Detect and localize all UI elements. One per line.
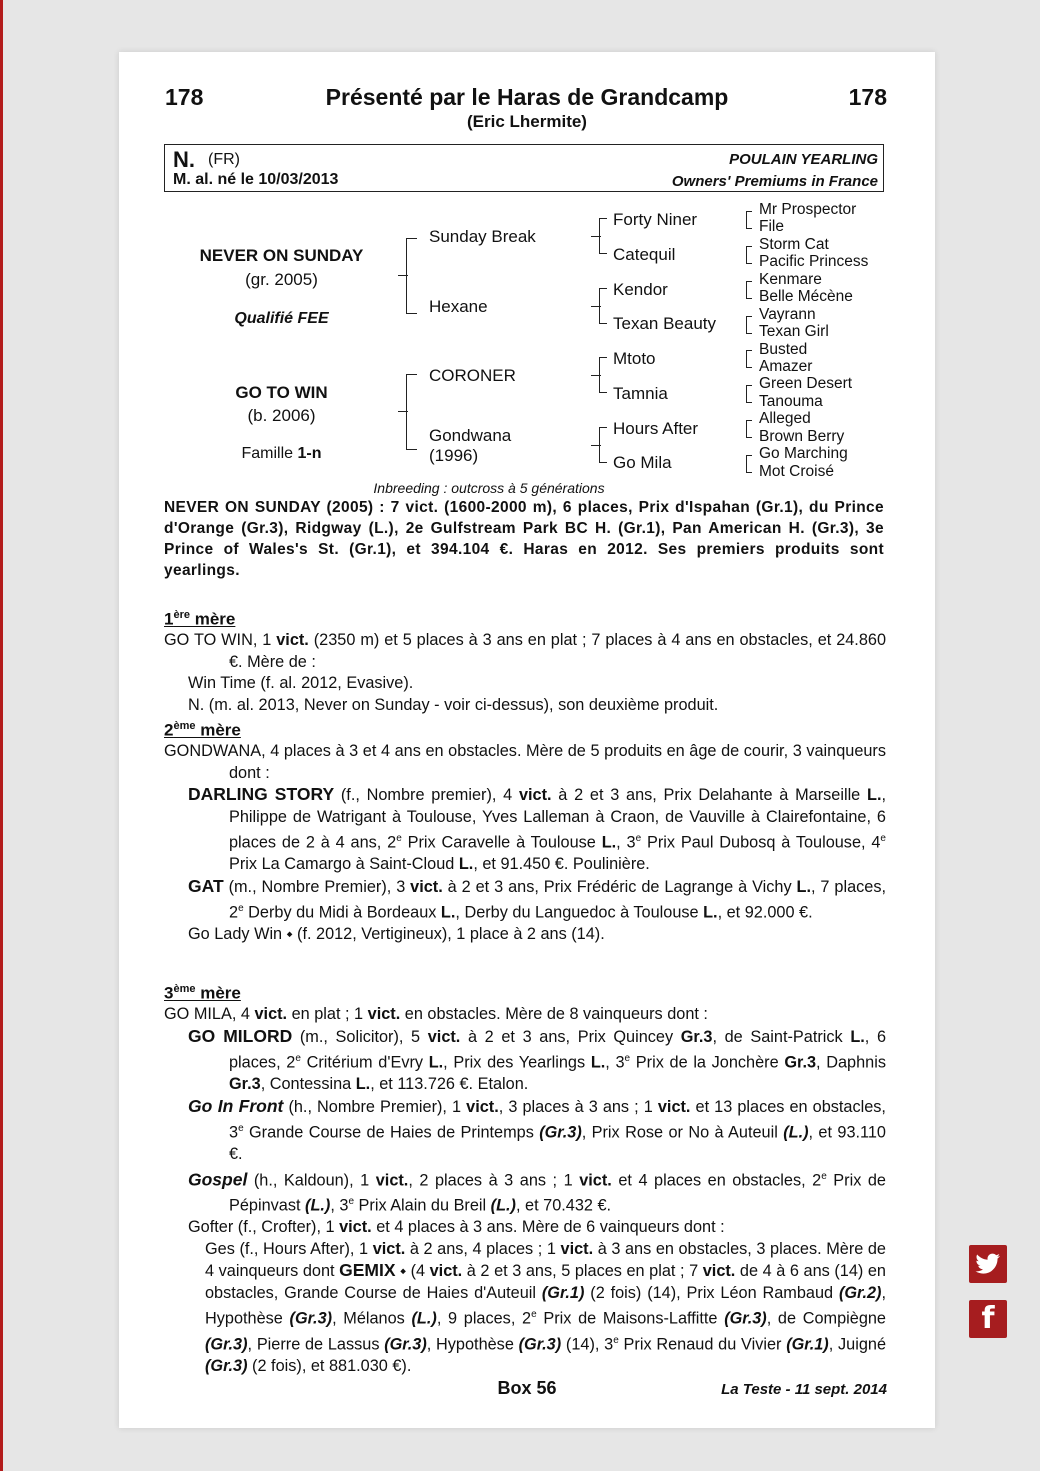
gen4-ancestor: Mr Prospector <box>759 201 857 218</box>
sire-info: (gr. 2005) <box>245 270 318 289</box>
premiums: Owners' Premiums in France <box>671 173 878 190</box>
gen4-ancestor: Belle Mécène <box>759 288 853 305</box>
gen4-ancestor: Busted <box>759 341 808 358</box>
gen4-ancestor: Mot Croisé <box>759 463 834 480</box>
bracket-sire <box>406 238 417 314</box>
facebook-glyph: f <box>981 1301 995 1336</box>
section-heading-1: 1ère mère <box>164 609 236 629</box>
consignor: (Eric Lhermite) <box>467 112 587 131</box>
dam-dam: Gondwana <box>429 426 512 445</box>
sire-name: NEVER ON SUNDAY <box>199 246 364 265</box>
second-dam-section: 2ème mère GONDWANA, 4 places à 3 et 4 ans en obstacles. Mère de 5 produits en âge de courir, 3 vainqueurs dont : DARLING STORY (f., Nombre premier), 4 vict. à 2 et 3 ans, Prix Delahante à Marseille L., Philippe de Watrigant à Toulouse, Yves Lalleman à Craon, de Vauville à Clairefontaine, 6 places de 2 à 4 ans, 2e Prix Caravelle à Toulouse L., 3e Prix Paul Dubosq à Toulouse, 4e Prix La Camargo à Saint-Cloud L., et 91.450 €. Poulinière. GAT (m., Nombre Premier), 3 vict. à 2 et 3 ans, Prix Frédéric de Lagrange à Vichy L., 7 places, 2e Derby du Midi à Bordeaux L., Derby du Languedoc à Toulouse L., et 92.000 €. Go Lady Win ⬩ (f. 2012, Vertigineux), 1 place à 2 ans (14). <box>164 716 886 946</box>
section-heading-3: 3ème mère <box>164 983 241 1003</box>
gen4-ancestor: Kenmare <box>759 271 822 288</box>
gen3-ancestor: Hours After <box>613 419 699 438</box>
sire-qualification: Qualifié FEE <box>234 310 329 327</box>
gen4-ancestor: Pacific Princess <box>759 253 869 270</box>
dam-sire: CORONER <box>429 366 516 385</box>
left-accent-line <box>0 0 3 1471</box>
dam-info: (b. 2006) <box>247 406 316 425</box>
birth-info: M. al. né le 10/03/2013 <box>173 171 339 188</box>
gen4-ancestor: Amazer <box>759 358 813 375</box>
gen4-ancestor: File <box>759 218 784 235</box>
gen3-ancestor: Mtoto <box>613 349 656 368</box>
lot-number-left: 178 <box>165 84 204 110</box>
bracket-dam <box>406 374 417 450</box>
gen4-ancestor: Go Marching <box>759 445 848 462</box>
gen4-ancestor: Texan Girl <box>759 323 829 340</box>
third-dam-section: 3ème mère GO MILA, 4 vict. en plat ; 1 vict. en obstacles. Mère de 8 vainqueurs dont : GO MILORD (m., Solicitor), 5 vict. à 2 et 3 ans, Prix Quincey Gr.3, de Saint-Patrick L., 6 places, 2e Critérium d'Evry L., Prix des Yearlings L., 3e Prix de la Jonchère Gr.3, Daphnis Gr.3, Contessina L., et 113.726 €. Etalon. Go In Front (h., Nombre Premier), 1 vict., 3 places à 3 ans ; 1 vict. et 13 places en obstacles, 3e Grande Course de Haies de Printemps (Gr.3), Prix Rose or No à Auteuil (L.), et 93.110 €. Gospel (h., Kaldoun), 1 vict., 2 places à 3 ans ; 1 vict. et 4 places en obstacles, 2e Prix de Pépinvast (L.), 3e Prix Alain du Breil (L.), et 70.432 €. Gofter (f., Crofter), 1 vict. et 4 places à 3 ans. Mère de 6 vainqueurs dont : Ges (f., Hours After), 1 vict. à 2 ans, 4 places ; 1 vict. à 3 ans en obstacles, 3 places. Mère de 4 vainqueurs dont GEMIX ⬩ (4 vict. à 2 et 3 ans, 5 places en plat ; 7 vict. de 4 à 6 ans (14) en obstacles, Grande Course de Haies d'Auteuil (Gr.1) (2 fois) (14), Prix Léon Rambaud (Gr.2), Hypothèse (Gr.3), Mélanos (L.), 9 places, 2e Prix de Maisons-Laffitte (Gr.3), de Compiègne (Gr.3), Pierre de Lassus (Gr.3), Hypothèse (Gr.3) (14), 3e Prix Renaud du Vivier (Gr.1), Juigné (Gr.3) (2 fois), et 881.030 €). <box>164 979 886 1378</box>
sire-record: NEVER ON SUNDAY (2005) : 7 vict. (1600-2000 m), 6 places, Prix d'Ispahan (Gr.1), du Prince d'Orange (Gr.3), Ridgway (L.), 2e Gulfstream Park BC H. (Gr.1), Pan American H. (Gr.3), 3e Prince of Wales's St. (Gr.1), et 394.104 €. Haras en 2012. Ses premiers produits sont yearlings. <box>164 499 884 579</box>
gen4-ancestor: Brown Berry <box>759 428 845 445</box>
sire-dam: Hexane <box>429 297 488 316</box>
lot-number-right: 178 <box>848 84 887 110</box>
gen3-ancestor: Texan Beauty <box>613 314 717 333</box>
dam-family: Famille 1-n <box>241 445 322 462</box>
gen3-ancestor: Forty Niner <box>613 210 698 229</box>
twitter-icon[interactable] <box>969 1245 1007 1283</box>
sire-sire: Sunday Break <box>429 227 536 246</box>
gen4-ancestor: Alleged <box>759 410 811 427</box>
gen4-ancestor: Vayrann <box>759 306 816 323</box>
dam-name: GO TO WIN <box>235 383 328 402</box>
identity-box <box>164 144 884 192</box>
catalogue-page <box>119 52 935 1428</box>
inbreeding-note: Inbreeding : outcross à 5 générations <box>373 480 605 496</box>
gen4-ancestor: Tanouma <box>759 393 823 410</box>
gen3-ancestor: Kendor <box>613 280 668 299</box>
horse-country: (FR) <box>208 151 240 168</box>
horse-name: N. <box>173 147 195 172</box>
gen3-ancestor: Go Mila <box>613 453 672 472</box>
dam-dam-year: (1996) <box>429 446 479 465</box>
gen3-ancestor: Tamnia <box>613 384 668 403</box>
gen3-ancestor: Catequil <box>613 245 676 264</box>
facebook-icon[interactable] <box>969 1300 1007 1338</box>
first-dam-section: 1ère mère GO TO WIN, 1 vict. (2350 m) et 5 places à 3 ans en plat ; 7 places à 4 ans en obstacles, et 24.860 €. Mère de : Win Time (f. al. 2012, Evasive). N. (m. al. 2013, Never on Sunday - voir ci-dessus), son deuxième produit. <box>164 605 886 716</box>
bird-glyph <box>975 1253 1001 1275</box>
category: POULAIN YEARLING <box>729 151 878 168</box>
sale-date: La Teste - 11 sept. 2014 <box>721 1381 887 1398</box>
section-heading-2: 2ème mère <box>164 720 241 740</box>
box-number: Box 56 <box>497 1378 557 1398</box>
gen4-ancestor: Green Desert <box>759 375 853 392</box>
page-title: Présenté par le Haras de Grandcamp <box>325 84 729 110</box>
gen4-ancestor: Storm Cat <box>759 236 829 253</box>
